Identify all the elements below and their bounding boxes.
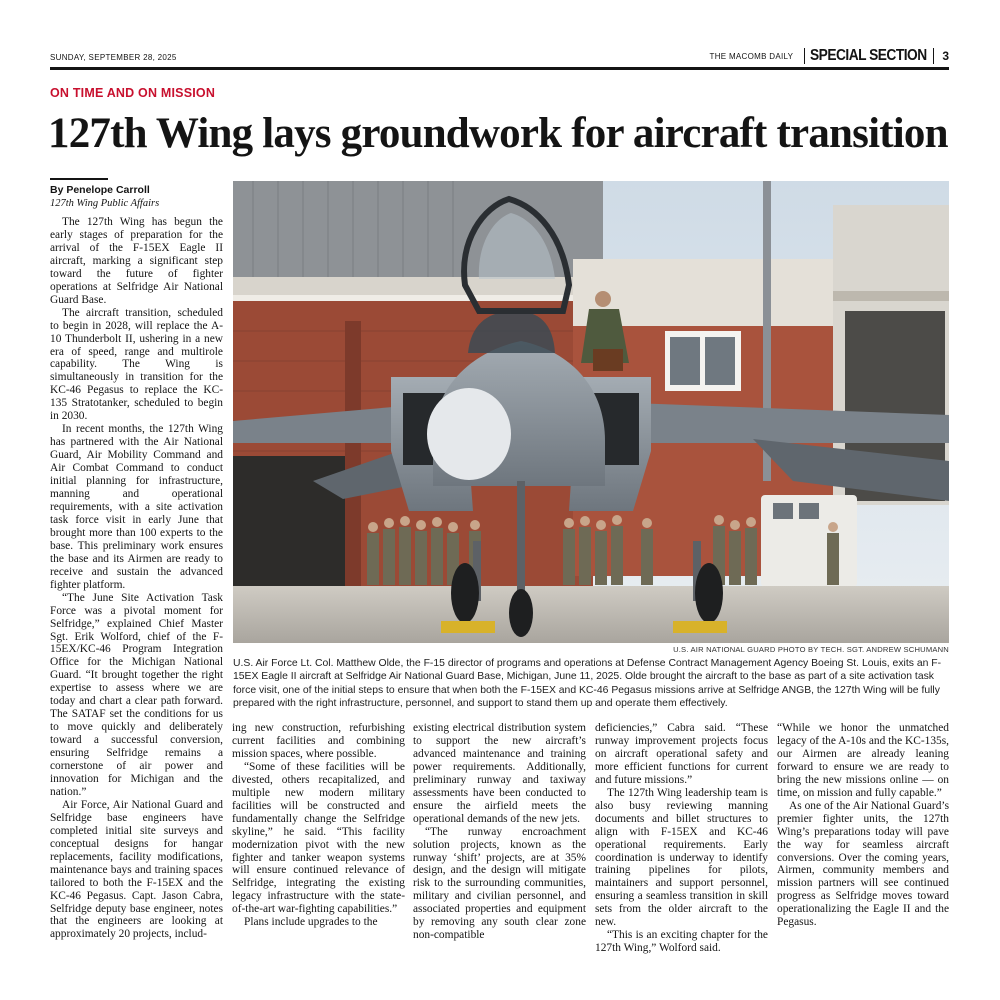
byline-rule xyxy=(50,178,108,180)
headline: 127th Wing lays groundwork for aircraft transition xyxy=(48,110,948,157)
jet-photo-illustration xyxy=(233,181,949,643)
byline-author: By Penelope Carroll xyxy=(50,184,150,196)
article-column-4 xyxy=(595,722,768,955)
article-paragraph: deficiencies,” Cabra said. “These runway improvement projects focus on aircraft operational safety and more efficient functions for current and future missions.” xyxy=(595,722,768,786)
article-paragraph: “The runway encroachment solution projects, known as the runway ‘shift’ projects, are at 35% design, and the design will mitigate risk to the surrounding communities, military and civilian personnel, and associated properties and equipment by removing any south clear zone non-compatible xyxy=(413,825,586,942)
photo-credit: U.S. AIR NATIONAL GUARD PHOTO BY TECH. SGT. ANDREW SCHUMANN xyxy=(673,645,949,654)
article-paragraph: The aircraft transition, scheduled to begin in 2028, will replace the A-10 Thunderbolt II, ushering in a new era of speed, range and multirole capability. The Wing is simultaneously in transition for the KC-46 Pegasus to replace the KC-135 Stratotanker, scheduled to begin in 2030. xyxy=(50,306,223,423)
byline-role: 127th Wing Public Affairs xyxy=(50,198,160,209)
article-photo xyxy=(233,181,949,643)
article-column-5 xyxy=(777,722,949,929)
article-paragraph: existing electrical distribution system to support the new aircraft’s advanced maintenance and training power requirements. Additionally, preliminary runway and taxiway assessments have been conducted to ensure the airfield meets the operational demands of the new jets. xyxy=(413,722,586,825)
newspaper-name: THE MACOMB DAILY xyxy=(709,51,794,61)
article-paragraph: ing new construction, refurbishing current facilities and combining mission spaces, where possible. xyxy=(232,722,405,760)
article-column-1 xyxy=(50,216,223,941)
article-paragraph: The 127th Wing has begun the early stages of preparation for the arrival of the F-15EX Eagle II aircraft, marking a significant step toward the future of fighter operations at Selfridge Air National Guard Base. xyxy=(50,216,223,306)
article-paragraph: “Some of these facilities will be divested, others recapitalized, and multiple new modern military facilities will be constructed and fundamentally change the Selfridge skyline,” he said. “This facility modernization pivot with the new fighter and tanker weapon systems will ensure continued relevance of Selfridge, integrating the existing legacy infrastructure with the state-of-the-art war-fighting capabilities.” xyxy=(232,760,405,916)
header-right xyxy=(710,47,949,65)
issue-date: SUNDAY, SEPTEMBER 28, 2025 xyxy=(50,53,177,62)
page-header xyxy=(50,47,949,69)
article-paragraph: In recent months, the 127th Wing has partnered with the Air National Guard, Air Mobility Command and Air Combat Command to conduct initial planning for infrastructure, manning and operational requirements, with a site activation task force visit in early June that brought more than 100 experts to the base. This preliminary work ensures the base and its Airmen are ready to receive and sustain the advanced fighter platform. xyxy=(50,423,223,591)
photo-caption: U.S. Air Force Lt. Col. Matthew Olde, the F-15 director of programs and operations at Defense Contract Management Agency Boeing St. Louis, exits an F-15EX Eagle II aircraft at Selfridge Air National Guard Base, Michigan, June 11, 2025. Olde brought the aircraft to the base as part of a site activation task force visit, one of the initial steps to ensure that when both the F-15EX and KC-46 Pegasus missions arrive at Selfridge ANGB, the 127th Wing will be fully prepared with the right infrastructure, personnel, and support to stand them up and operate them effectively. xyxy=(233,658,942,709)
header-divider xyxy=(933,48,934,64)
article-paragraph: Air Force, Air National Guard and Selfridge base engineers have completed initial site surveys and conceptual designs for hangar replacements, facility modifications, maintenance bays and training spaces tailored to both the F-15EX and the KC-46 Pegasus. Capt. Jason Cabra, Selfridge deputy base engineer, notes that the engineers are looking at approximately 20 projects, includ- xyxy=(50,798,223,941)
article-paragraph: “While we honor the unmatched legacy of the A-10s and the KC-135s, our Airmen are already leaning forward to ensure we are ready to bring the new missions online — on time, on mission and fully capable.” xyxy=(777,722,949,799)
kicker: ON TIME AND ON MISSION xyxy=(50,86,216,100)
article-paragraph: As one of the Air National Guard’s premier fighter units, the 127th Wing’s preparations today will pave the way for seamless aircraft conversions. Over the coming years, Airmen, community members and mission partners will see continued progress as Selfridge moves toward operationalizing the Eagle II and the Pegasus. xyxy=(777,799,949,929)
header-divider xyxy=(804,48,805,64)
header-rule xyxy=(50,67,949,70)
section-label: SPECIAL SECTION xyxy=(810,47,927,64)
article-column-3 xyxy=(413,722,586,942)
article-paragraph: “This is an exciting chapter for the 127th Wing,” Wolford said. xyxy=(595,929,768,955)
article-column-2 xyxy=(232,722,405,929)
article-paragraph: “The June Site Activation Task Force was a pivotal moment for Selfridge,” explained Chief Master Sgt. Erik Wolford, chief of the F-15EX/KC-46 Program Integration Office for the Michigan National Guard. “It brought together the right expertise to assess where we are today and chart a clear path forward. The SATAF set the conditions for us to move quickly and deliberately toward a successful conversion, ensuring Selfridge remains a cornerstone of air power and innovation for Michigan and the nation.” xyxy=(50,591,223,798)
page-number: 3 xyxy=(942,49,949,63)
article-paragraph: Plans include upgrades to the xyxy=(244,916,378,929)
article-paragraph: The 127th Wing leadership team is also busy reviewing manning documents and billet structures to align with F-15EX and KC-46 operational requirements. Early coordination is underway to identify training pipelines for pilots, maintainers and support personnel, ensuring a seamless transition in skill sets from the older aircraft to the new. xyxy=(595,786,768,929)
